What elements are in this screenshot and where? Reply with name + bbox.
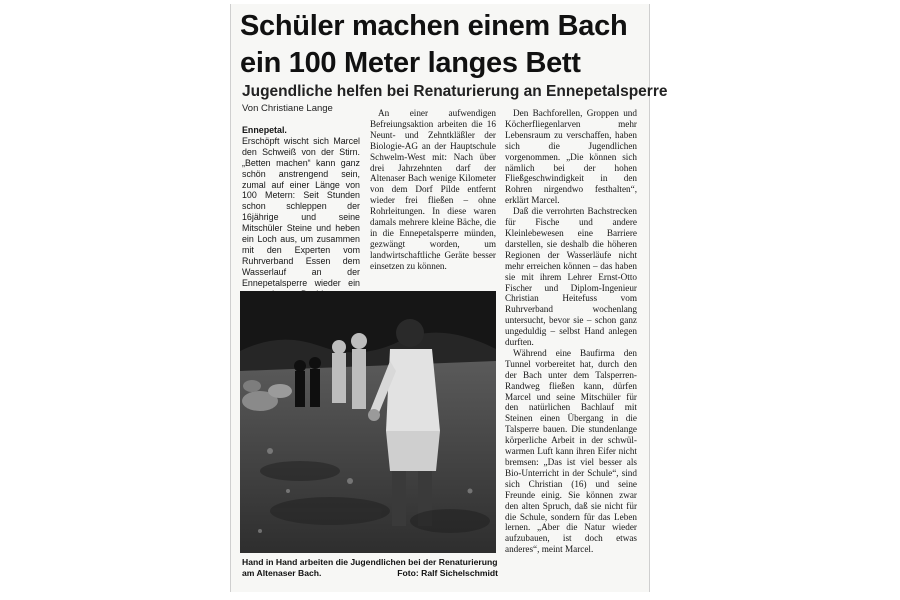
article-column-3: [505, 108, 637, 555]
subheadline: Jugendliche helfen bei Renaturierung an Ennepetalsperre: [242, 83, 668, 100]
headline-line-1: Schüler machen einem Bach: [240, 10, 628, 42]
dateline: Ennepetal.: [242, 125, 287, 135]
paragraph: Daß die verrohrten Bachstrecken für Fische und andere Kleinlebewesen eine Barriere darstellen, sie deshalb die höheren Regionen der Wasserläufe nicht mehr erreichen können – das haben sie mit ihrem Lehrer Ernst-Otto Fischer und Diplom-Ingenieur Christian Heitefuss vom Ruhrverband wochenlang untersucht, bevor sie – schon ganz ungeduldig – selbst Hand anlegen durften.: [505, 206, 637, 348]
headline-line-2: ein 100 Meter langes Bett: [240, 47, 581, 79]
paragraph: Während eine Baufirma den Tunnel vorbereitet hat, durch den der Bach unter dem Talsperren-Randweg fließen kann, dürfen Marcel und seine Mitschüler für den natürlichen Bachlauf mit Steinen einen Übergang in die Talsperre bauen. Die stundenlange körperliche Arbeit in der schwül-warmen Luft kann ihren Eifer nicht bremsen: „Das ist viel besser als Bio-Unterricht in der Schule“, sind sich Christian (16) und seine Freunde einig. Sie können zwar den alten Spruch, daß sie nicht für die Schule, sondern für das Leben lernen. „Aber die Natur wieder aufzubauen, ist doch etwas anderes“, meint Marcel.: [505, 347, 637, 555]
article-photo: [240, 291, 496, 553]
photo-students-at-stream: [240, 291, 496, 553]
photo-credit: Foto: Ralf Sichelschmidt: [397, 567, 498, 578]
byline: Von Christiane Lange: [242, 103, 333, 114]
caption-text: Hand in Hand arbeiten die Jugendlichen bei der Renaturierung am Altenaser Bach.: [242, 557, 498, 578]
paragraph: Den Bachforellen, Groppen und Köcherfliegenlarven mehr Lebensraum zu verschaffen, haben sich die Jugendlichen vorgenommen. „Die können sich nämlich bei der hohen Fließgeschwindigkeit in den Rohren nirgendwo festhalten“, erklärt Marcel.: [505, 108, 637, 206]
photo-caption: [242, 557, 498, 578]
article-column-1: [242, 125, 360, 310]
article-column-2: [370, 108, 496, 272]
paragraph: An einer aufwendigen Befreiungsaktion arbeiten die 16 Neunt- und Zehntkläßler der Biologie-AG an der Hauptschule Schwelm-West mit: Nach über drei Jahrzehnten darf der Altenaser Bach wenige Kilometer von dem Dorf Pilde entfernt wieder frei fließen – ohne Rohrleitungen. In diese waren damals mehrere kleine Bäche, die in die Ennepetalsperre münden, gezwängt worden, um landwirtschaftliche Geräte besser einsetzen zu können.: [370, 108, 496, 271]
paragraph: Erschöpft wischt sich Marcel den Schweiß von der Stirn. „Betten machen“ kann ganz schön anstrengend sein, zumal auf einer Länge von 100 Metern: Seit Stunden schon schleppen der 16jährige und seine Mitschüler Steine und heben ein Loch aus, um zusammen mit den Experten vom Ruhrverband Essen dem Wasserlauf an der Ennepetalsperre wieder ein: [242, 135, 360, 288]
headline: [240, 8, 640, 82]
